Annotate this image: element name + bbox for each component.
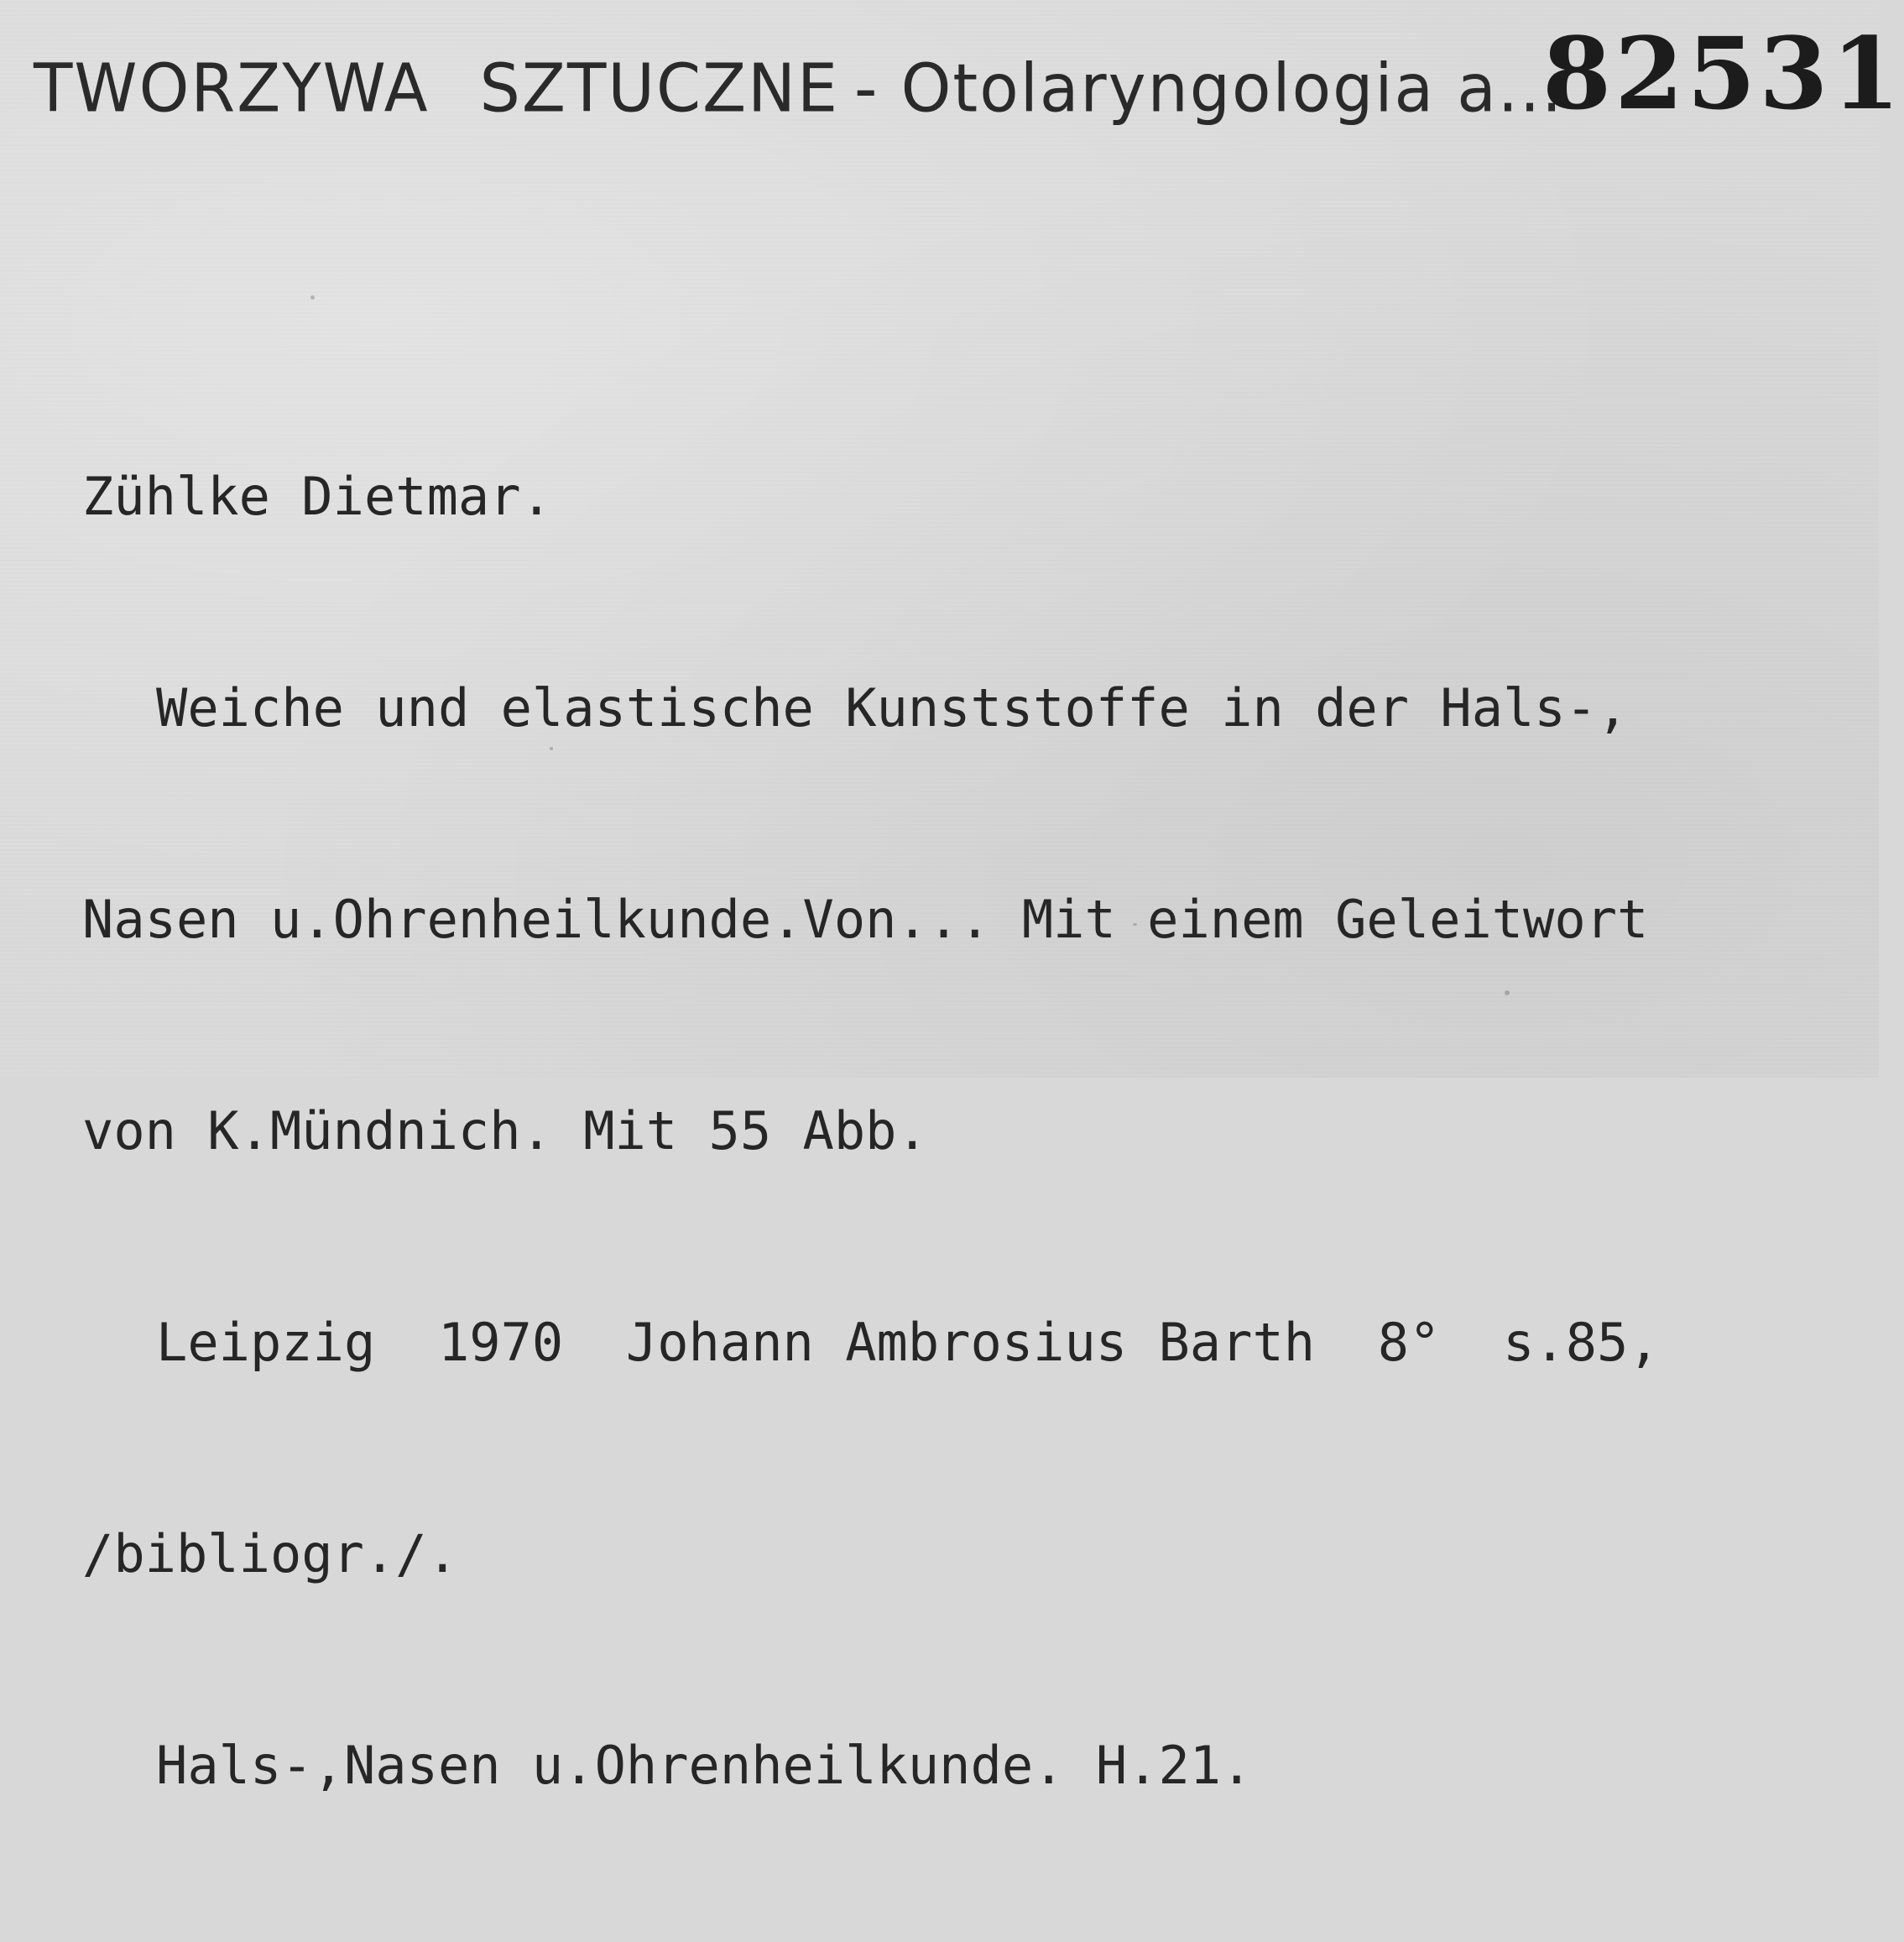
subject-heading-part-3: - Otolaryngologia a... bbox=[854, 49, 1564, 128]
title-line-1: Weiche und elastische Kunststoffe in der Hals-, bbox=[156, 677, 1629, 739]
subject-heading-part-2: SZTUCZNE bbox=[479, 49, 840, 128]
paper-speck bbox=[1505, 990, 1510, 995]
subject-heading bbox=[34, 49, 1563, 127]
call-number-stamp: 82531 bbox=[1542, 15, 1904, 132]
series-line: Hals-,Nasen u.Ohrenheilkunde. H.21. bbox=[156, 1735, 1253, 1796]
paper-speck bbox=[550, 747, 553, 750]
title-line-3: von K.Mündnich. Mit 55 Abb. bbox=[82, 1100, 928, 1162]
subject-heading-part-1: TWORZYWA bbox=[34, 49, 430, 128]
paper-speck bbox=[1133, 923, 1137, 926]
imprint-line-2: /bibliogr./. bbox=[82, 1523, 458, 1584]
imprint-line-1: Leipzig 1970 Johann Ambrosius Barth 8° s.85, bbox=[156, 1312, 1660, 1373]
paper-speck bbox=[310, 295, 315, 300]
title-line-2: Nasen u.Ohrenheilkunde.Von... Mit einem Geleitwort bbox=[82, 889, 1649, 950]
author-line: Zühlke Dietmar. bbox=[82, 466, 552, 527]
bibliographic-entry bbox=[82, 321, 1660, 1942]
